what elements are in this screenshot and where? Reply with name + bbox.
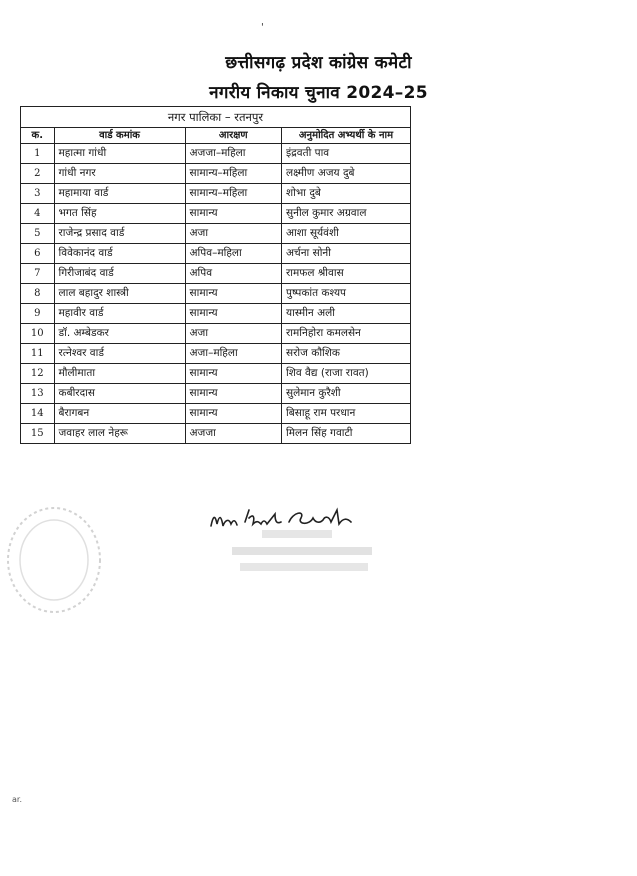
- column-header-ward: वार्ड कमांक: [54, 128, 185, 144]
- document-heading-election: नगरीय निकाय चुनाव 2024–25: [209, 83, 428, 103]
- table-row: [21, 404, 411, 424]
- row-reservation: अजजा–महिला: [185, 144, 281, 164]
- corner-text: ar.: [12, 795, 22, 804]
- row-sn: 3: [21, 184, 55, 204]
- row-reservation: सामान्य: [185, 404, 281, 424]
- row-candidate: सुनील कुमार अग्रवाल: [282, 204, 411, 224]
- row-sn: 9: [21, 304, 55, 324]
- row-sn: 14: [21, 404, 55, 424]
- row-sn: 6: [21, 244, 55, 264]
- row-reservation: अपिव: [185, 264, 281, 284]
- row-candidate: शिव वैद्य (राजा रावत): [282, 364, 411, 384]
- row-sn: 15: [21, 424, 55, 444]
- row-ward: महावीर वार्ड: [54, 304, 185, 324]
- row-reservation: अपिव–महिला: [185, 244, 281, 264]
- table-row: [21, 184, 411, 204]
- row-ward: राजेन्द्र प्रसाद वार्ड: [54, 224, 185, 244]
- table-row: [21, 204, 411, 224]
- row-candidate: रामनिहोरा कमलसेन: [282, 324, 411, 344]
- row-sn: 10: [21, 324, 55, 344]
- table-caption-row: [21, 107, 411, 128]
- row-ward: महामाया वार्ड: [54, 184, 185, 204]
- row-ward: डॉ. अम्बेडकर: [54, 324, 185, 344]
- row-sn: 8: [21, 284, 55, 304]
- row-reservation: अजजा: [185, 424, 281, 444]
- table-row: [21, 224, 411, 244]
- faded-circular-stamp: [6, 506, 104, 614]
- row-ward: लाल बहादुर शास्त्री: [54, 284, 185, 304]
- column-header-candidate: अनुमोदित अभ्यर्थी के नाम: [282, 128, 411, 144]
- row-sn: 2: [21, 164, 55, 184]
- table-row: [21, 364, 411, 384]
- row-ward: गिरीजाबंद वार्ड: [54, 264, 185, 284]
- row-ward: गांधी नगर: [54, 164, 185, 184]
- row-candidate: सुलेमान कुरैशी: [282, 384, 411, 404]
- row-ward: मौलीमाता: [54, 364, 185, 384]
- table-header-row: [21, 128, 411, 144]
- row-ward: जवाहर लाल नेहरू: [54, 424, 185, 444]
- table-row: [21, 304, 411, 324]
- row-sn: 1: [21, 144, 55, 164]
- row-candidate: आशा सूर्यवंशी: [282, 224, 411, 244]
- row-reservation: अजा–महिला: [185, 344, 281, 364]
- row-candidate: लक्ष्मीण अजय दुबे: [282, 164, 411, 184]
- tick-mark: ': [261, 22, 264, 33]
- row-ward: रत्नेश्वर वार्ड: [54, 344, 185, 364]
- row-reservation: सामान्य: [185, 364, 281, 384]
- row-sn: 5: [21, 224, 55, 244]
- table-caption: नगर पालिका – रतनपुर: [21, 107, 411, 128]
- faded-stamp-line-2: [232, 547, 372, 555]
- row-candidate: पुष्पकांत कश्यप: [282, 284, 411, 304]
- row-reservation: अजा: [185, 224, 281, 244]
- row-candidate: इंद्रवती पाव: [282, 144, 411, 164]
- row-candidate: रामफल श्रीवास: [282, 264, 411, 284]
- table-row: [21, 244, 411, 264]
- document-heading-party: छत्तीसगढ़ प्रदेश कांग्रेस कमेटी: [225, 53, 412, 73]
- candidate-table: [20, 106, 411, 444]
- table-row: [21, 324, 411, 344]
- row-reservation: अजा: [185, 324, 281, 344]
- column-header-reservation: आरक्षण: [185, 128, 281, 144]
- faded-stamp-line-1: [262, 530, 332, 538]
- row-reservation: सामान्य–महिला: [185, 184, 281, 204]
- row-candidate: शोभा दुबे: [282, 184, 411, 204]
- table-row: [21, 164, 411, 184]
- table-row: [21, 384, 411, 404]
- row-reservation: सामान्य: [185, 204, 281, 224]
- table-body: [21, 144, 411, 444]
- row-candidate: सरोज कौशिक: [282, 344, 411, 364]
- table-row: [21, 264, 411, 284]
- row-candidate: मिलन सिंह गवाटी: [282, 424, 411, 444]
- row-ward: विवेकानंद वार्ड: [54, 244, 185, 264]
- row-candidate: यास्मीन अली: [282, 304, 411, 324]
- row-sn: 11: [21, 344, 55, 364]
- row-sn: 7: [21, 264, 55, 284]
- row-sn: 12: [21, 364, 55, 384]
- row-reservation: सामान्य: [185, 284, 281, 304]
- table-row: [21, 424, 411, 444]
- row-candidate: अर्चना सोनी: [282, 244, 411, 264]
- row-candidate: बिसाहू राम परधान: [282, 404, 411, 424]
- row-reservation: सामान्य: [185, 384, 281, 404]
- row-ward: महात्मा गांधी: [54, 144, 185, 164]
- row-ward: बैरागबन: [54, 404, 185, 424]
- table-row: [21, 344, 411, 364]
- table-row: [21, 284, 411, 304]
- table-row: [21, 144, 411, 164]
- row-reservation: सामान्य: [185, 304, 281, 324]
- row-reservation: सामान्य–महिला: [185, 164, 281, 184]
- row-ward: भगत सिंह: [54, 204, 185, 224]
- column-header-sn: क.: [21, 128, 55, 144]
- faded-stamp-line-3: [240, 563, 368, 571]
- row-sn: 13: [21, 384, 55, 404]
- row-sn: 4: [21, 204, 55, 224]
- row-ward: कबीरदास: [54, 384, 185, 404]
